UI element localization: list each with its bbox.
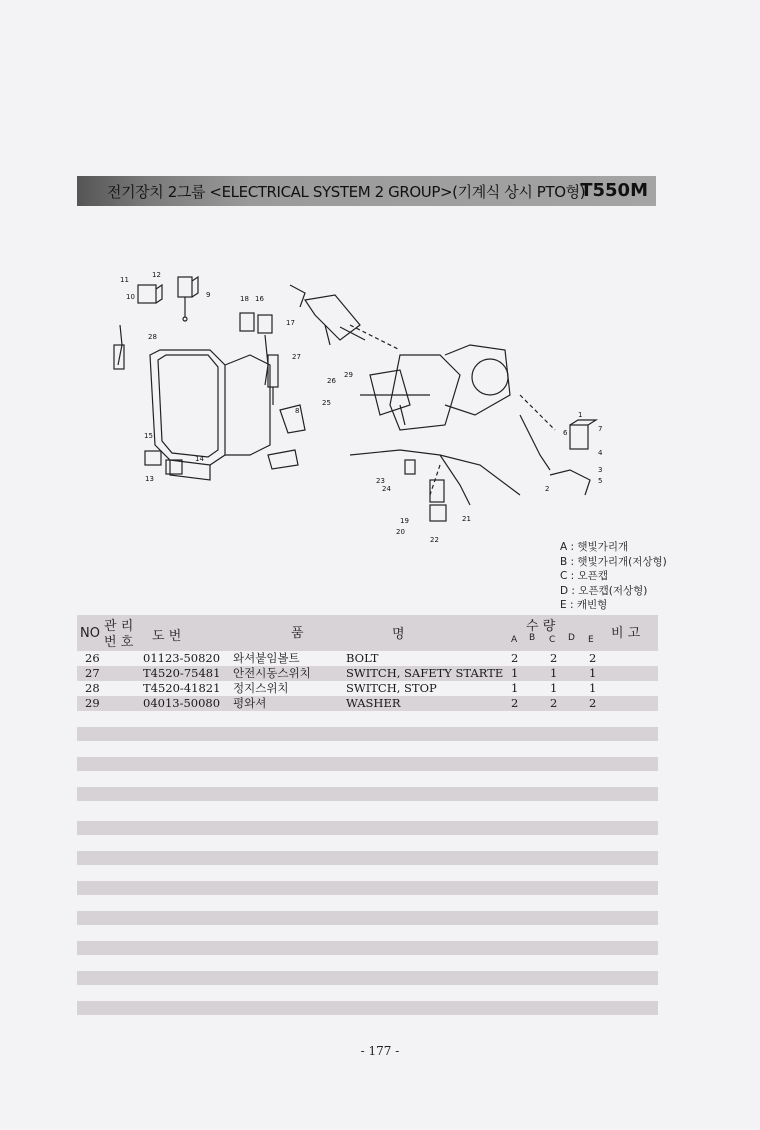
- svg-text:28: 28: [148, 333, 157, 341]
- legend-item-c: C : 오픈캡: [560, 570, 608, 583]
- svg-text:4: 4: [598, 449, 603, 457]
- svg-text:22: 22: [430, 536, 439, 544]
- model-label: T550M: [580, 180, 648, 201]
- row-qty-1: 1: [511, 681, 519, 695]
- row-name-ko: 와셔붙임볼트: [233, 651, 300, 665]
- svg-text:12: 12: [152, 271, 161, 279]
- svg-text:1: 1: [578, 411, 583, 419]
- table-row: [77, 681, 658, 696]
- row-part-no: 01123-50820: [143, 651, 221, 665]
- row-qty-3: 1: [589, 666, 597, 680]
- svg-text:11: 11: [120, 276, 129, 284]
- row-name-ko: 정지스위치: [233, 681, 289, 695]
- svg-text:16: 16: [255, 295, 264, 303]
- row-qty-3: 1: [589, 681, 597, 695]
- header-qty-e: E: [588, 635, 594, 645]
- parts-table-header: [77, 615, 658, 651]
- empty-row-stripe: [77, 757, 658, 771]
- svg-text:29: 29: [344, 371, 353, 379]
- svg-text:9: 9: [206, 291, 211, 299]
- row-qty-2: 1: [550, 681, 558, 695]
- header-qty-b: B: [529, 633, 536, 643]
- row-qty-3: 2: [589, 651, 597, 665]
- svg-text:18: 18: [240, 295, 249, 303]
- svg-text:3: 3: [598, 466, 603, 474]
- svg-text:6: 6: [563, 429, 568, 437]
- svg-text:25: 25: [322, 399, 331, 407]
- section-title-bar: [77, 176, 656, 206]
- row-part-no: 04013-50080: [143, 696, 221, 710]
- parts-table: [77, 615, 658, 711]
- empty-row-stripe: [77, 881, 658, 895]
- section-title: 전기장치 2그룹 <ELECTRICAL SYSTEM 2 GROUP>(기계식 상시 PTO형): [107, 182, 586, 201]
- row-qty-1: 2: [511, 696, 519, 710]
- header-remarks: 비 고: [611, 626, 641, 641]
- header-qty-c: C: [549, 635, 556, 645]
- empty-row-stripe: [77, 911, 658, 925]
- row-no: 27: [85, 666, 100, 680]
- row-part-no: T4520-41821: [143, 681, 221, 695]
- legend-item-e: E : 캐빈형: [560, 599, 608, 612]
- row-qty-1: 1: [511, 666, 519, 680]
- header-no: NO: [80, 626, 100, 641]
- legend-item-d: D : 오픈캡(저상형): [560, 584, 648, 597]
- page-number: - 177 -: [360, 1044, 400, 1058]
- header-part-no: 도 번: [152, 629, 182, 644]
- table-row: [77, 696, 658, 711]
- row-no: 26: [85, 651, 100, 665]
- svg-text:20: 20: [396, 528, 405, 536]
- header-name-2: 명: [392, 627, 405, 642]
- svg-text:26: 26: [327, 377, 336, 385]
- svg-text:24: 24: [382, 485, 391, 493]
- table-row: [77, 666, 658, 681]
- legend-item-b: B : 햇빛가리개(저상형): [560, 555, 667, 568]
- svg-text:8: 8: [295, 407, 300, 415]
- svg-text:13: 13: [145, 475, 154, 483]
- row-part-no: T4520-75481: [143, 666, 221, 680]
- empty-row-stripe: [77, 821, 658, 835]
- row-qty-1: 2: [511, 651, 519, 665]
- exploded-parts-diagram: [100, 255, 630, 555]
- row-qty-2: 2: [550, 696, 558, 710]
- svg-text:2: 2: [545, 485, 550, 493]
- header-qty-d: D: [568, 633, 575, 643]
- row-name-ko: 평와셔: [233, 696, 267, 710]
- table-row: [77, 651, 658, 666]
- svg-text:27: 27: [292, 353, 301, 361]
- empty-row-stripe: [77, 1001, 658, 1015]
- empty-row-stripe: [77, 727, 658, 741]
- row-no: 28: [85, 681, 100, 695]
- svg-text:14: 14: [195, 455, 204, 463]
- row-qty-2: 2: [550, 651, 558, 665]
- svg-text:15: 15: [144, 432, 153, 440]
- empty-row-stripe: [77, 941, 658, 955]
- row-qty-2: 1: [550, 666, 558, 680]
- header-mgmt-bottom: 번 호: [104, 635, 134, 650]
- svg-text:17: 17: [286, 319, 295, 327]
- header-mgmt-top: 관 리: [104, 619, 134, 634]
- row-name-en: SWITCH, SAFETY STARTE: [346, 666, 504, 680]
- svg-text:19: 19: [400, 517, 409, 525]
- svg-text:7: 7: [598, 425, 603, 433]
- svg-text:23: 23: [376, 477, 385, 485]
- row-no: 29: [85, 696, 100, 710]
- svg-text:5: 5: [598, 477, 603, 485]
- empty-row-stripe: [77, 851, 658, 865]
- empty-row-stripe: [77, 971, 658, 985]
- legend: [560, 540, 667, 613]
- header-qty: 수 량: [526, 619, 556, 634]
- row-qty-3: 2: [589, 696, 597, 710]
- row-name-en: SWITCH, STOP: [346, 681, 437, 695]
- svg-text:10: 10: [126, 293, 135, 301]
- svg-text:21: 21: [462, 515, 471, 523]
- row-name-ko: 안전시동스위치: [233, 666, 311, 680]
- row-name-en: BOLT: [346, 651, 379, 665]
- empty-row-stripe: [77, 787, 658, 801]
- row-name-en: WASHER: [346, 696, 401, 710]
- header-qty-a: A: [511, 635, 518, 645]
- header-name-1: 품: [291, 626, 304, 641]
- legend-item-a: A : 햇빛가리개: [560, 541, 629, 553]
